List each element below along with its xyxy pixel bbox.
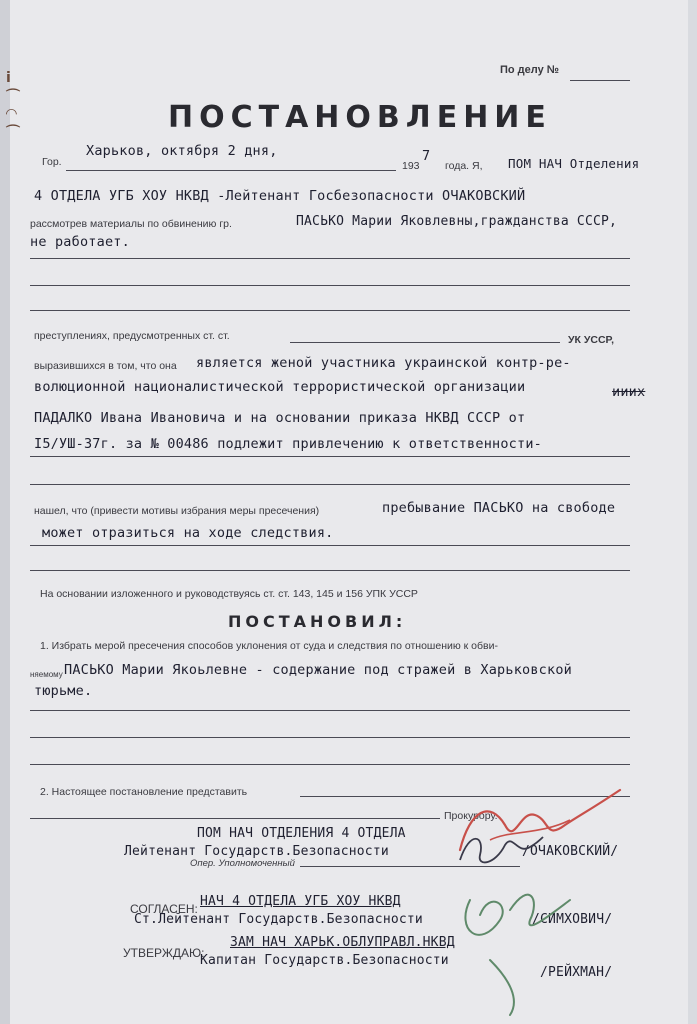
legal-basis: На основании изложенного и руководствуясь ст. ст. 143, 145 и 156 УПК УССР xyxy=(40,588,418,600)
city-date: Харьков, октября 2 дня, xyxy=(86,143,278,159)
officer-printed-title: Опер. Уполномоченный xyxy=(190,858,295,869)
gor-label: Гор. xyxy=(42,156,62,168)
case-number-label: По делу № xyxy=(500,64,560,76)
rule xyxy=(290,342,560,343)
margin-fragment: ⅰ ⌒ ◠ ⌒ xyxy=(6,70,20,141)
item1-label: 1. Избрать мерой пресечения способов уклонения от суда и следствия по отношению к обви- xyxy=(40,640,498,652)
approve-label: УТВЕРЖДАЮ: xyxy=(123,946,205,960)
approve-title-1: ЗАМ НАЧ ХАРЬК.ОБЛУПРАВЛ.НКВД xyxy=(230,935,455,950)
officer-title-1: ПОМ НАЧ ОТДЕЛЕНИЯ 4 ОТДЕЛА xyxy=(197,826,406,841)
year-prefix: 193 xyxy=(402,160,420,172)
rule xyxy=(30,456,630,457)
agreed-title-1: НАЧ 4 ОТДЕЛА УГБ ХОУ НКВД xyxy=(200,894,401,909)
document-title: ПОСТАНОВЛЕНИЕ xyxy=(168,100,552,135)
rule xyxy=(30,285,630,286)
charge-text-4: I5/УШ-37г. за № 00486 подлежит привлечению к ответственности- xyxy=(34,436,542,452)
found-text-2: может отразиться на ходе следствия. xyxy=(42,525,334,541)
agreed-name: /СИМХОВИЧ/ xyxy=(532,912,613,927)
crimes-label: преступлениях, предусмотренных ст. ст. xyxy=(34,330,230,342)
officer-name: /ОЧАКОВСКИЙ/ xyxy=(522,844,619,859)
found-label: нашел, что (привести мотивы избрания меры пресечения) xyxy=(34,505,320,517)
rule xyxy=(30,570,630,571)
approve-name: /РЕЙХМАН/ xyxy=(540,965,613,980)
approve-title-2: Капитан Государств.Безопасности xyxy=(200,953,449,968)
item1-side-label: няемому xyxy=(30,670,63,679)
criminal-code: УК УССР, xyxy=(568,334,615,346)
charge-struck-word: ииих xyxy=(612,384,646,400)
rule xyxy=(66,170,396,171)
rule xyxy=(30,764,630,765)
rule xyxy=(30,310,630,311)
agreed-label: СОГЛАСЕН: xyxy=(130,902,198,916)
measure-text-2: тюрьме. xyxy=(34,683,93,699)
agreed-title-2: Ст.Лейтенант Государств.Безопасности xyxy=(134,912,423,927)
charge-text-2: волюционной националистической террористической организации xyxy=(34,379,526,395)
rule xyxy=(30,545,630,546)
officer-position: ПОМ НАЧ Отделения xyxy=(508,156,640,171)
green-pencil-signature xyxy=(450,860,600,1020)
rule xyxy=(30,484,630,485)
prosecutor-label: Прокурору. xyxy=(444,810,498,822)
measure-text-1: ПАСЬКО Марии Якоьлевне - содержание под стражей в Харьковской xyxy=(64,662,572,678)
rule xyxy=(30,818,440,819)
expressed-label: выразившихся в том, что она xyxy=(34,360,177,372)
case-number-line xyxy=(570,80,630,81)
defendant-name: ПАСЬКО Марии Яковлевны,гражданства СССР, xyxy=(296,214,618,229)
rule xyxy=(30,258,630,259)
found-text-1: пребывание ПАСЬКО на свободе xyxy=(382,500,616,516)
charge-text-3: ПАДАЛКО Ивана Ивановича и на основании приказа НКВД СССР от xyxy=(34,410,526,426)
item2-label: 2. Настоящее постановление представить xyxy=(40,786,248,798)
employment-status: не работает. xyxy=(30,234,130,250)
rule xyxy=(30,737,630,738)
review-label: рассмотрев материалы по обвинению гр. xyxy=(30,218,232,230)
officer-title-2: Лейтенант Государств.Безопасности xyxy=(124,844,389,859)
year-label: года. Я, xyxy=(445,160,483,172)
year-digit: 7 xyxy=(422,148,431,164)
decree-heading: ПОСТАНОВИЛ: xyxy=(228,612,407,631)
officer-line: 4 ОТДЕЛА УГБ ХОУ НКВД -Лейтенант Госбезопасности ОЧАКОВСКИЙ xyxy=(34,188,526,204)
rule xyxy=(30,710,630,711)
charge-text-1: является женой участника украинской контр-ре- xyxy=(196,355,571,371)
